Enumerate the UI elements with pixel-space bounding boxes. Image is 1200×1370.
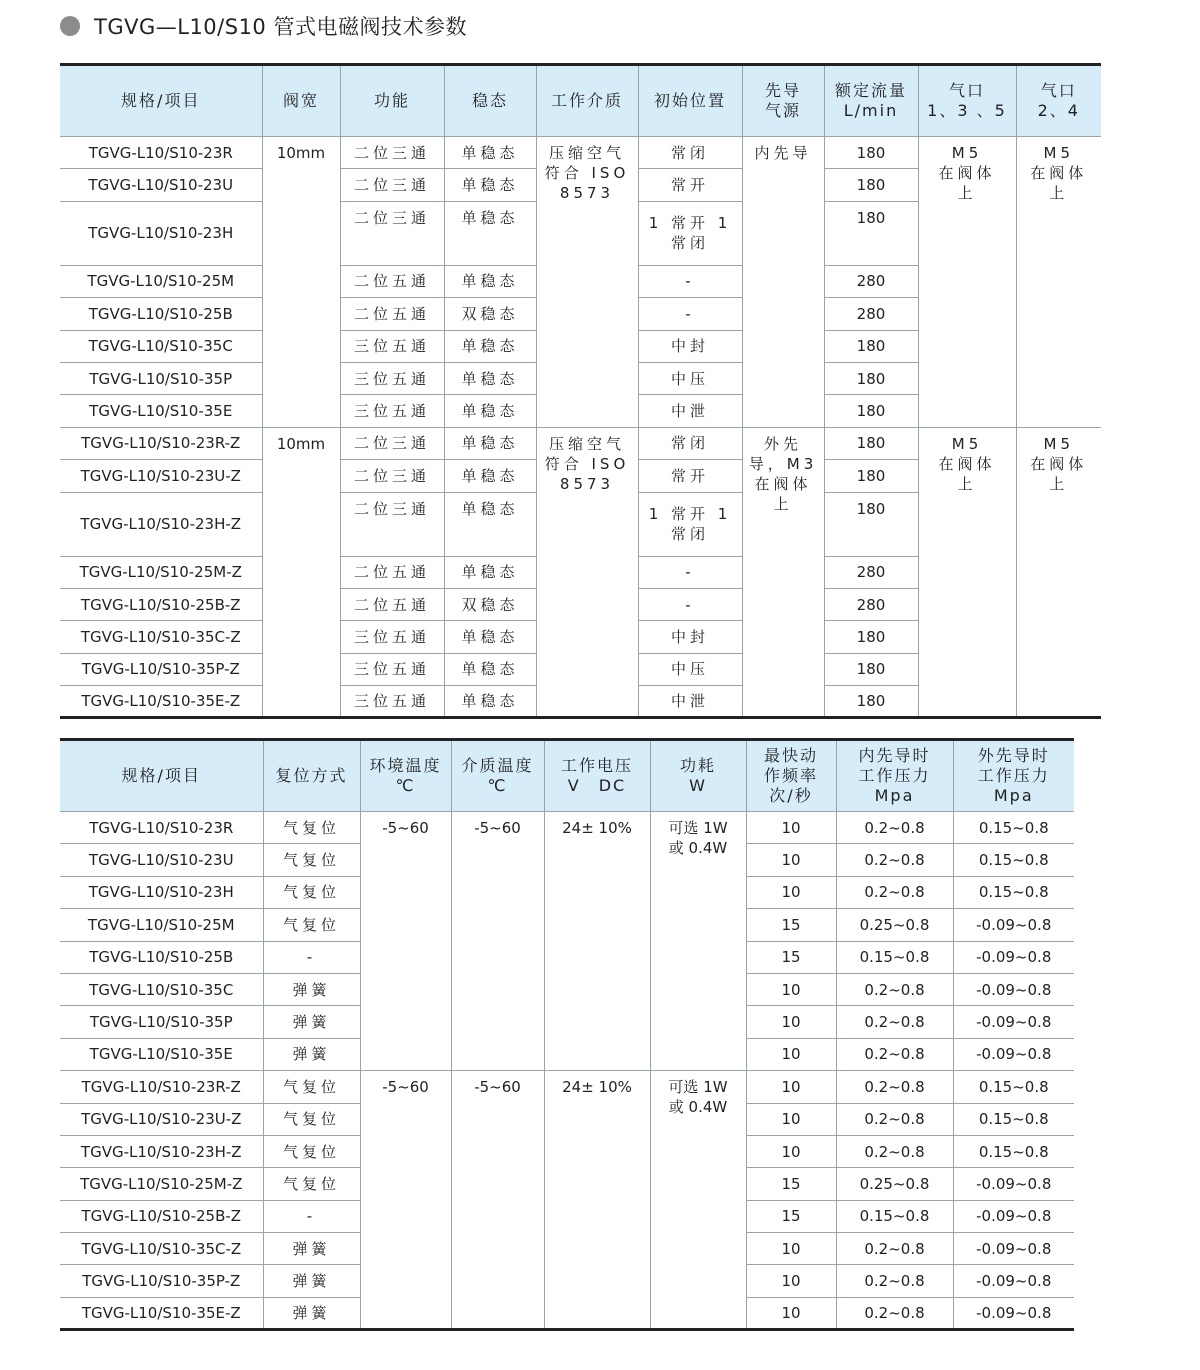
table2-header: 内先导时 工作压力 Mpa (836, 740, 953, 812)
table2-header: 规格/项目 (60, 740, 263, 812)
model-cell: TGVG-L10/S10-25B (60, 941, 263, 973)
frequency-cell: 15 (746, 909, 836, 941)
medium-cell: 压缩空气 符合 ISO 8573 (536, 427, 638, 718)
function-cell: 二位三通 (340, 137, 444, 169)
flow-cell: 180 (824, 169, 918, 201)
model-cell: TGVG-L10/S10-35P (60, 362, 262, 394)
flow-cell: 180 (824, 201, 918, 265)
state-cell: 单稳态 (444, 265, 536, 297)
frequency-cell: 10 (746, 1038, 836, 1070)
flow-cell: 180 (824, 137, 918, 169)
port-135-cell: M5 在阀体 上 (918, 137, 1016, 428)
pilot-source-cell: 外先 导，M3 在阀体 上 (742, 427, 824, 718)
outer-pilot-pressure-cell: -0.09~0.8 (953, 1297, 1074, 1329)
table2-header: 外先导时 工作压力 Mpa (953, 740, 1074, 812)
inner-pilot-pressure-cell: 0.2~0.8 (836, 1103, 953, 1135)
initial-position-cell: 中封 (638, 621, 742, 653)
outer-pilot-pressure-cell: -0.09~0.8 (953, 1200, 1074, 1232)
model-cell: TGVG-L10/S10-23U (60, 169, 262, 201)
frequency-cell: 15 (746, 1168, 836, 1200)
frequency-cell: 15 (746, 1200, 836, 1232)
outer-pilot-pressure-cell: 0.15~0.8 (953, 844, 1074, 876)
function-cell: 三位五通 (340, 653, 444, 685)
valve-spec-table-1 (60, 63, 1101, 719)
outer-pilot-pressure-cell: -0.09~0.8 (953, 1168, 1074, 1200)
frequency-cell: 10 (746, 1006, 836, 1038)
model-cell: TGVG-L10/S10-23R (60, 137, 262, 169)
reset-method-cell: 气复位 (263, 812, 360, 844)
table-row (60, 1071, 1074, 1103)
reset-method-cell: 气复位 (263, 1103, 360, 1135)
flow-cell: 180 (824, 362, 918, 394)
table1-header: 规格/项目 (60, 65, 262, 137)
outer-pilot-pressure-cell: -0.09~0.8 (953, 1006, 1074, 1038)
flow-cell: 280 (824, 588, 918, 620)
model-cell: TGVG-L10/S10-25B (60, 298, 262, 330)
model-cell: TGVG-L10/S10-35E (60, 1038, 263, 1070)
reset-method-cell: 弹簧 (263, 1233, 360, 1265)
flow-cell: 280 (824, 298, 918, 330)
initial-position-cell: 中封 (638, 330, 742, 362)
model-cell: TGVG-L10/S10-25M (60, 909, 263, 941)
table1-header: 初始位置 (638, 65, 742, 137)
model-cell: TGVG-L10/S10-23R (60, 812, 263, 844)
media-temp-cell: -5~60 (451, 1071, 544, 1330)
function-cell: 三位五通 (340, 395, 444, 427)
state-cell: 单稳态 (444, 686, 536, 718)
outer-pilot-pressure-cell: -0.09~0.8 (953, 1265, 1074, 1297)
function-cell: 二位五通 (340, 298, 444, 330)
inner-pilot-pressure-cell: 0.2~0.8 (836, 1265, 953, 1297)
state-cell: 单稳态 (444, 137, 536, 169)
initial-position-cell: 中泄 (638, 395, 742, 427)
model-cell: TGVG-L10/S10-25M-Z (60, 556, 262, 588)
function-cell: 三位五通 (340, 621, 444, 653)
table-row (60, 427, 1101, 459)
inner-pilot-pressure-cell: 0.2~0.8 (836, 1006, 953, 1038)
table2-header: 复位方式 (263, 740, 360, 812)
flow-cell: 180 (824, 427, 918, 459)
power-cell: 可选 1W 或 0.4W (650, 1071, 746, 1330)
reset-method-cell: 气复位 (263, 876, 360, 908)
model-cell: TGVG-L10/S10-35C-Z (60, 621, 262, 653)
model-cell: TGVG-L10/S10-23H (60, 876, 263, 908)
ambient-temp-cell: -5~60 (360, 1071, 451, 1330)
frequency-cell: 10 (746, 876, 836, 908)
inner-pilot-pressure-cell: 0.2~0.8 (836, 1071, 953, 1103)
inner-pilot-pressure-cell: 0.25~0.8 (836, 909, 953, 941)
state-cell: 单稳态 (444, 362, 536, 394)
reset-method-cell: - (263, 941, 360, 973)
state-cell: 双稳态 (444, 588, 536, 620)
frequency-cell: 10 (746, 812, 836, 844)
model-cell: TGVG-L10/S10-35E (60, 395, 262, 427)
model-cell: TGVG-L10/S10-23H-Z (60, 492, 262, 556)
flow-cell: 180 (824, 395, 918, 427)
model-cell: TGVG-L10/S10-35P-Z (60, 1265, 263, 1297)
model-cell: TGVG-L10/S10-35E-Z (60, 1297, 263, 1329)
outer-pilot-pressure-cell: -0.09~0.8 (953, 909, 1074, 941)
valve-spec-table-2 (60, 738, 1074, 1331)
state-cell: 单稳态 (444, 395, 536, 427)
flow-cell: 180 (824, 686, 918, 718)
state-cell: 单稳态 (444, 492, 536, 556)
frequency-cell: 15 (746, 941, 836, 973)
model-cell: TGVG-L10/S10-23H (60, 201, 262, 265)
state-cell: 单稳态 (444, 330, 536, 362)
outer-pilot-pressure-cell: -0.09~0.8 (953, 1038, 1074, 1070)
table2-header: 环境温度 ℃ (360, 740, 451, 812)
outer-pilot-pressure-cell: 0.15~0.8 (953, 876, 1074, 908)
reset-method-cell: 弹簧 (263, 1265, 360, 1297)
model-cell: TGVG-L10/S10-35C-Z (60, 1233, 263, 1265)
reset-method-cell: 弹簧 (263, 973, 360, 1005)
frequency-cell: 10 (746, 1071, 836, 1103)
frequency-cell: 10 (746, 1233, 836, 1265)
model-cell: TGVG-L10/S10-35E-Z (60, 686, 262, 718)
initial-position-cell: 1 常开 1 常闭 (638, 492, 742, 556)
reset-method-cell: 弹簧 (263, 1006, 360, 1038)
initial-position-cell: - (638, 588, 742, 620)
reset-method-cell: 弹簧 (263, 1038, 360, 1070)
voltage-cell: 24± 10% (544, 1071, 650, 1330)
valve-width-cell: 10mm (262, 427, 340, 718)
state-cell: 单稳态 (444, 621, 536, 653)
function-cell: 三位五通 (340, 362, 444, 394)
outer-pilot-pressure-cell: 0.15~0.8 (953, 1071, 1074, 1103)
reset-method-cell: 气复位 (263, 1168, 360, 1200)
model-cell: TGVG-L10/S10-35P (60, 1006, 263, 1038)
port-135-cell: M5 在阀体 上 (918, 427, 1016, 718)
initial-position-cell: 常开 (638, 169, 742, 201)
outer-pilot-pressure-cell: -0.09~0.8 (953, 973, 1074, 1005)
model-cell: TGVG-L10/S10-23U (60, 844, 263, 876)
model-cell: TGVG-L10/S10-25M-Z (60, 1168, 263, 1200)
table1-header: 稳态 (444, 65, 536, 137)
model-cell: TGVG-L10/S10-23U-Z (60, 460, 262, 492)
function-cell: 二位五通 (340, 556, 444, 588)
initial-position-cell: - (638, 556, 742, 588)
table1-header: 工作介质 (536, 65, 638, 137)
model-cell: TGVG-L10/S10-25B-Z (60, 1200, 263, 1232)
valve-width-cell: 10mm (262, 137, 340, 428)
reset-method-cell: 气复位 (263, 1135, 360, 1167)
model-cell: TGVG-L10/S10-35C (60, 330, 262, 362)
state-cell: 单稳态 (444, 556, 536, 588)
inner-pilot-pressure-cell: 0.15~0.8 (836, 941, 953, 973)
model-cell: TGVG-L10/S10-23H-Z (60, 1135, 263, 1167)
table2-header: 功耗 W (650, 740, 746, 812)
table1-header: 功能 (340, 65, 444, 137)
inner-pilot-pressure-cell: 0.2~0.8 (836, 876, 953, 908)
function-cell: 三位五通 (340, 686, 444, 718)
inner-pilot-pressure-cell: 0.2~0.8 (836, 1297, 953, 1329)
initial-position-cell: 常闭 (638, 137, 742, 169)
outer-pilot-pressure-cell: 0.15~0.8 (953, 1135, 1074, 1167)
media-temp-cell: -5~60 (451, 812, 544, 1071)
power-cell: 可选 1W 或 0.4W (650, 812, 746, 1071)
inner-pilot-pressure-cell: 0.2~0.8 (836, 1135, 953, 1167)
reset-method-cell: 气复位 (263, 909, 360, 941)
inner-pilot-pressure-cell: 0.2~0.8 (836, 812, 953, 844)
table2-header: 工作电压 V DC (544, 740, 650, 812)
table2-header: 最快动 作频率 次/秒 (746, 740, 836, 812)
ambient-temp-cell: -5~60 (360, 812, 451, 1071)
bullet-circle-icon (60, 16, 80, 36)
state-cell: 单稳态 (444, 201, 536, 265)
table1-header: 额定流量 L/min (824, 65, 918, 137)
outer-pilot-pressure-cell: -0.09~0.8 (953, 941, 1074, 973)
frequency-cell: 10 (746, 844, 836, 876)
frequency-cell: 10 (746, 1135, 836, 1167)
model-cell: TGVG-L10/S10-23R-Z (60, 427, 262, 459)
table-row (60, 812, 1074, 844)
flow-cell: 180 (824, 621, 918, 653)
inner-pilot-pressure-cell: 0.2~0.8 (836, 973, 953, 1005)
function-cell: 二位三通 (340, 492, 444, 556)
medium-cell: 压缩空气 符合 ISO 8573 (536, 137, 638, 428)
table-row (60, 137, 1101, 169)
port-24-cell: M5 在阀体 上 (1016, 427, 1101, 718)
state-cell: 单稳态 (444, 653, 536, 685)
frequency-cell: 10 (746, 973, 836, 1005)
state-cell: 双稳态 (444, 298, 536, 330)
model-cell: TGVG-L10/S10-35P-Z (60, 653, 262, 685)
function-cell: 二位三通 (340, 201, 444, 265)
reset-method-cell: 气复位 (263, 1071, 360, 1103)
page-title-text: TGVG—L10/S10 管式电磁阀技术参数 (94, 15, 467, 39)
flow-cell: 180 (824, 460, 918, 492)
flow-cell: 180 (824, 330, 918, 362)
table1-header: 气口 2、4 (1016, 65, 1101, 137)
function-cell: 二位五通 (340, 265, 444, 297)
initial-position-cell: 常开 (638, 460, 742, 492)
table2-header: 介质温度 ℃ (451, 740, 544, 812)
reset-method-cell: 弹簧 (263, 1297, 360, 1329)
table1-header: 阀宽 (262, 65, 340, 137)
flow-cell: 280 (824, 556, 918, 588)
model-cell: TGVG-L10/S10-25B-Z (60, 588, 262, 620)
initial-position-cell: - (638, 298, 742, 330)
inner-pilot-pressure-cell: 0.15~0.8 (836, 1200, 953, 1232)
frequency-cell: 10 (746, 1297, 836, 1329)
flow-cell: 180 (824, 492, 918, 556)
function-cell: 三位五通 (340, 330, 444, 362)
outer-pilot-pressure-cell: 0.15~0.8 (953, 812, 1074, 844)
frequency-cell: 10 (746, 1265, 836, 1297)
model-cell: TGVG-L10/S10-23R-Z (60, 1071, 263, 1103)
model-cell: TGVG-L10/S10-35C (60, 973, 263, 1005)
state-cell: 单稳态 (444, 169, 536, 201)
initial-position-cell: 常闭 (638, 427, 742, 459)
initial-position-cell: 中泄 (638, 686, 742, 718)
flow-cell: 280 (824, 265, 918, 297)
outer-pilot-pressure-cell: -0.09~0.8 (953, 1233, 1074, 1265)
voltage-cell: 24± 10% (544, 812, 650, 1071)
initial-position-cell: 中压 (638, 653, 742, 685)
state-cell: 单稳态 (444, 460, 536, 492)
page-title (60, 12, 467, 40)
function-cell: 二位三通 (340, 427, 444, 459)
pilot-source-cell: 内先导 (742, 137, 824, 428)
table1-header-row (60, 65, 1101, 137)
function-cell: 二位三通 (340, 169, 444, 201)
initial-position-cell: 中压 (638, 362, 742, 394)
port-24-cell: M5 在阀体 上 (1016, 137, 1101, 428)
state-cell: 单稳态 (444, 427, 536, 459)
outer-pilot-pressure-cell: 0.15~0.8 (953, 1103, 1074, 1135)
inner-pilot-pressure-cell: 0.2~0.8 (836, 844, 953, 876)
reset-method-cell: 气复位 (263, 844, 360, 876)
function-cell: 二位三通 (340, 460, 444, 492)
model-cell: TGVG-L10/S10-23U-Z (60, 1103, 263, 1135)
initial-position-cell: - (638, 265, 742, 297)
frequency-cell: 10 (746, 1103, 836, 1135)
table1-header: 先导 气源 (742, 65, 824, 137)
inner-pilot-pressure-cell: 0.25~0.8 (836, 1168, 953, 1200)
table1-header: 气口 1、3 、5 (918, 65, 1016, 137)
reset-method-cell: - (263, 1200, 360, 1232)
inner-pilot-pressure-cell: 0.2~0.8 (836, 1233, 953, 1265)
inner-pilot-pressure-cell: 0.2~0.8 (836, 1038, 953, 1070)
model-cell: TGVG-L10/S10-25M (60, 265, 262, 297)
table2-header-row (60, 740, 1074, 812)
initial-position-cell: 1 常开 1 常闭 (638, 201, 742, 265)
flow-cell: 180 (824, 653, 918, 685)
function-cell: 二位五通 (340, 588, 444, 620)
